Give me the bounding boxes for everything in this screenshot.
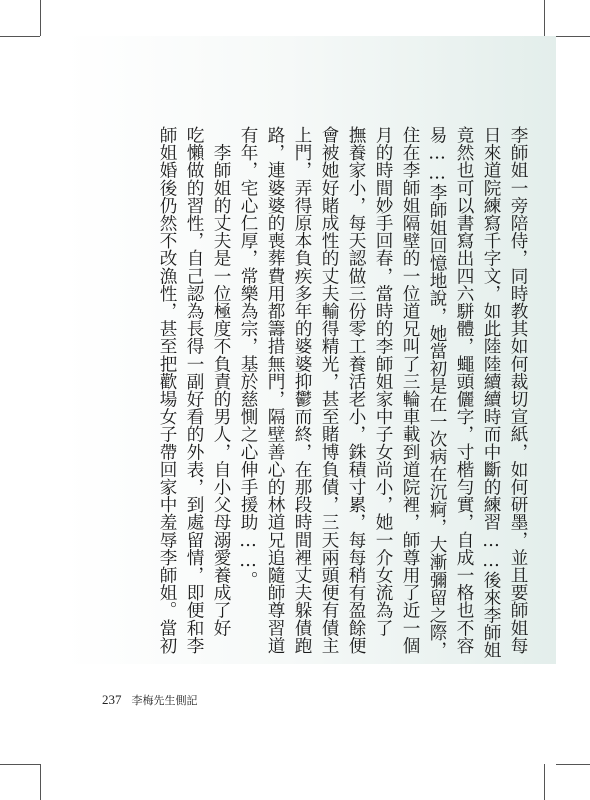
text-column: 月的時間妙手回春，當時的李師姐家中子女尚小，她一介女流為了 [373, 126, 393, 637]
crop-mark [544, 0, 545, 36]
page-number: 237 [102, 692, 122, 707]
text-column: 住在李師姐隔壁的一位道兄叫了三輪車載到道院裡，師尊用了近一個 [400, 126, 420, 654]
text-column: 吃懶做的習性，自己認為長得一副好看的外表，到處留情，即便和李 [184, 126, 204, 654]
crop-mark [0, 36, 40, 37]
crop-mark [556, 764, 590, 765]
body-text [100, 126, 530, 659]
crop-mark [40, 764, 41, 800]
crop-mark [544, 764, 545, 800]
text-column: 有年，宅心仁厚，常樂為宗，基於慈惻之心伸手援助……。 [238, 126, 258, 589]
text-column: 上門，弄得原本負疾多年的婆婆抑鬱而終，在那段時間裡丈夫躲債跑 [292, 126, 312, 654]
running-title: 李梅先生側記 [131, 694, 198, 707]
crop-mark [556, 36, 590, 37]
text-column: 會被她好賭成性的丈夫輸得精光，甚至賭博負債，三天兩頭便有債主 [319, 126, 339, 654]
text-column: 李師姐一旁陪侍，同時教其如何裁切宣紙，如何研墨，並且要師姐每 [508, 126, 528, 654]
text-column: 撫養家小，每天認做三份零工養活老小，銖積寸累，每每稍有盈餘便 [346, 126, 366, 654]
page-footer [102, 692, 198, 708]
text-column: 路，連婆婆的喪葬費用都籌措無門，隔壁善心的林道兄追隨師尊習道 [265, 126, 285, 654]
text-column: 李師姐的丈夫是一位極度不負責的男人，自小父母溺愛養成了好 [211, 126, 231, 637]
text-column: 竟然也可以書寫出四六駢體，蠅頭儷字，寸楷勻實，自成一格也不容 [454, 126, 474, 654]
text-column: 易……李師姐回憶地說，她當初是在一次病在沉痾，大漸彌留之際， [427, 126, 447, 659]
crop-mark [0, 764, 40, 765]
crop-mark [40, 0, 41, 36]
text-column: 師姐婚後仍然不改漁性，甚至把歡場女子帶回家中羞辱李師姐。當初 [157, 126, 177, 654]
text-column: 日來道院練寫千字文，如此陸陸續續時而中斷的練習……後來李師姐 [481, 126, 501, 659]
